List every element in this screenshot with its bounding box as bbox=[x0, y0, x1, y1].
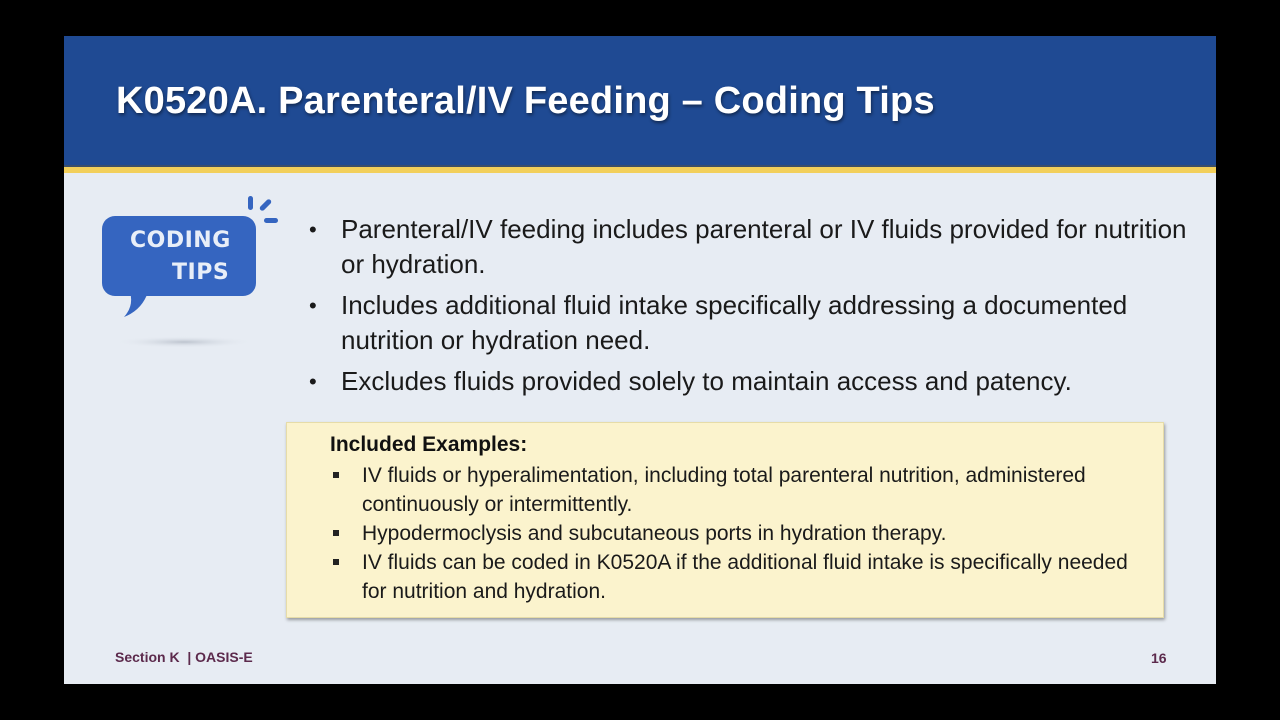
bullet-dot-icon: • bbox=[309, 369, 317, 394]
square-bullet-icon bbox=[333, 559, 339, 565]
example-item: IV fluids can be coded in K0520A if the additional fluid intake is specifically needed for nutrition and hydration. bbox=[330, 548, 1150, 606]
examples-heading: Included Examples: bbox=[330, 433, 528, 456]
bullet-dot-icon: • bbox=[309, 293, 317, 318]
bullet-item: • Parenteral/IV feeding includes parenteral or IV fluids provided for nutrition or hydration. bbox=[309, 214, 1187, 279]
slide bbox=[64, 36, 1216, 684]
title-bar bbox=[64, 36, 1216, 165]
icon-text-tips: TIPS bbox=[172, 260, 230, 285]
accent-stripe bbox=[64, 167, 1216, 173]
page-number: 16 bbox=[1151, 650, 1167, 666]
example-item: Hypodermoclysis and subcutaneous ports in hydration therapy. bbox=[330, 519, 1150, 548]
bullet-dot-icon: • bbox=[309, 217, 317, 242]
icon-text-coding: CODING bbox=[130, 228, 231, 253]
bullet-item: • Excludes fluids provided solely to maintain access and patency. bbox=[304, 364, 1204, 399]
examples-list bbox=[330, 461, 1150, 606]
footer-section-label: Section K | OASIS-E bbox=[115, 649, 253, 665]
coding-tips-speech-bubble-icon bbox=[100, 192, 280, 352]
square-bullet-icon bbox=[333, 530, 339, 536]
bullet-item: • Includes additional fluid intake specifically addressing a documented nutrition or hydration need. bbox=[309, 290, 1128, 355]
included-examples-callout bbox=[286, 422, 1164, 618]
slide-title: K0520A. Parenteral/IV Feeding – Coding Tips bbox=[116, 80, 935, 122]
square-bullet-icon bbox=[333, 472, 339, 478]
coding-tips-list bbox=[304, 212, 1204, 405]
example-item: IV fluids or hyperalimentation, including total parenteral nutrition, administered continuously or intermittently. bbox=[330, 461, 1150, 519]
